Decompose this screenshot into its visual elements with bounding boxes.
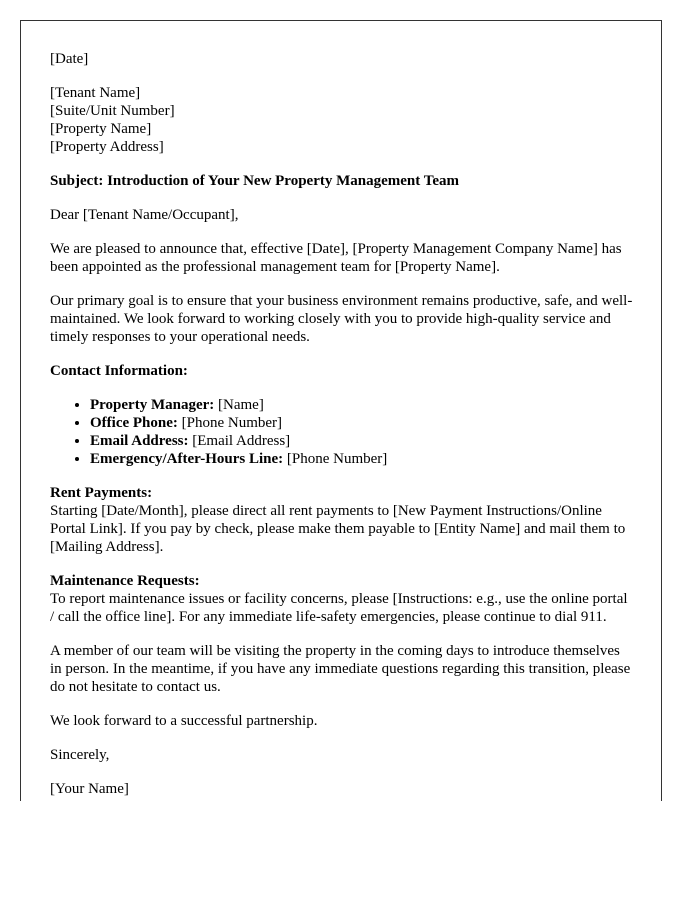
paragraph-visit: A member of our team will be visiting the property in the coming days to introduce themselves in person. In the meantime, if you have any immediate questions regarding this transition, please do not hesitate to contact us. bbox=[50, 643, 631, 695]
recipient-suite-unit: [Suite/Unit Number] bbox=[50, 103, 175, 119]
letter-body bbox=[50, 50, 635, 801]
letter-signoff: Sincerely, bbox=[50, 747, 110, 763]
contact-item-office-phone bbox=[90, 414, 635, 432]
letter-page bbox=[20, 20, 662, 801]
rent-payments-section bbox=[50, 484, 635, 556]
contact-value: [Phone Number] bbox=[177, 415, 283, 431]
letter-greeting: Dear [Tenant Name/Occupant], bbox=[50, 207, 239, 223]
letter-subject: Subject: Introduction of Your New Property Management Team bbox=[50, 173, 460, 189]
recipient-address-block bbox=[50, 84, 635, 156]
signature-name: [Your Name] bbox=[50, 781, 129, 797]
rent-payments-heading: Rent Payments: bbox=[50, 485, 153, 501]
contact-item-email-address bbox=[90, 432, 635, 450]
date-text: [Date] bbox=[50, 51, 89, 67]
paragraph-goal: Our primary goal is to ensure that your business environment remains productive, safe, and well-maintained. We look forward to working closely with you to provide high-quality service and timely responses to your operational needs. bbox=[50, 293, 633, 345]
contact-label: Property Manager: bbox=[90, 397, 215, 413]
maintenance-requests-text: To report maintenance issues or facility concerns, please [Instructions: e.g., use the online portal / call the office line]. For any immediate life-safety emergencies, please continue to dial 911. bbox=[50, 591, 628, 625]
paragraph-announcement: We are pleased to announce that, effective [Date], [Property Management Company Name] has been appointed as the professional management team for [Property Name]. bbox=[50, 241, 622, 275]
contact-info-list bbox=[50, 396, 635, 468]
contact-label: Emergency/After-Hours Line: bbox=[90, 451, 284, 467]
contact-value: [Name] bbox=[214, 397, 264, 413]
contact-label: Email Address: bbox=[90, 433, 189, 449]
rent-payments-text: Starting [Date/Month], please direct all rent payments to [New Payment Instructions/Online Portal Link]. If you pay by check, please make them payable to [Entity Name] and mail them to [Mailing Address]. bbox=[50, 503, 626, 555]
contact-label: Office Phone: bbox=[90, 415, 178, 431]
recipient-tenant-name: [Tenant Name] bbox=[50, 85, 141, 101]
contact-value: [Email Address] bbox=[188, 433, 291, 449]
recipient-property-name: [Property Name] bbox=[50, 121, 152, 137]
recipient-property-address: [Property Address] bbox=[50, 139, 164, 155]
contact-item-emergency-line bbox=[90, 450, 635, 468]
maintenance-requests-section bbox=[50, 572, 635, 626]
paragraph-closing: We look forward to a successful partnership. bbox=[50, 713, 318, 729]
letter-date bbox=[50, 50, 635, 68]
contact-item-property-manager bbox=[90, 396, 635, 414]
maintenance-requests-heading: Maintenance Requests: bbox=[50, 573, 200, 589]
contact-value: [Phone Number] bbox=[283, 451, 388, 467]
contact-info-heading: Contact Information: bbox=[50, 363, 188, 379]
